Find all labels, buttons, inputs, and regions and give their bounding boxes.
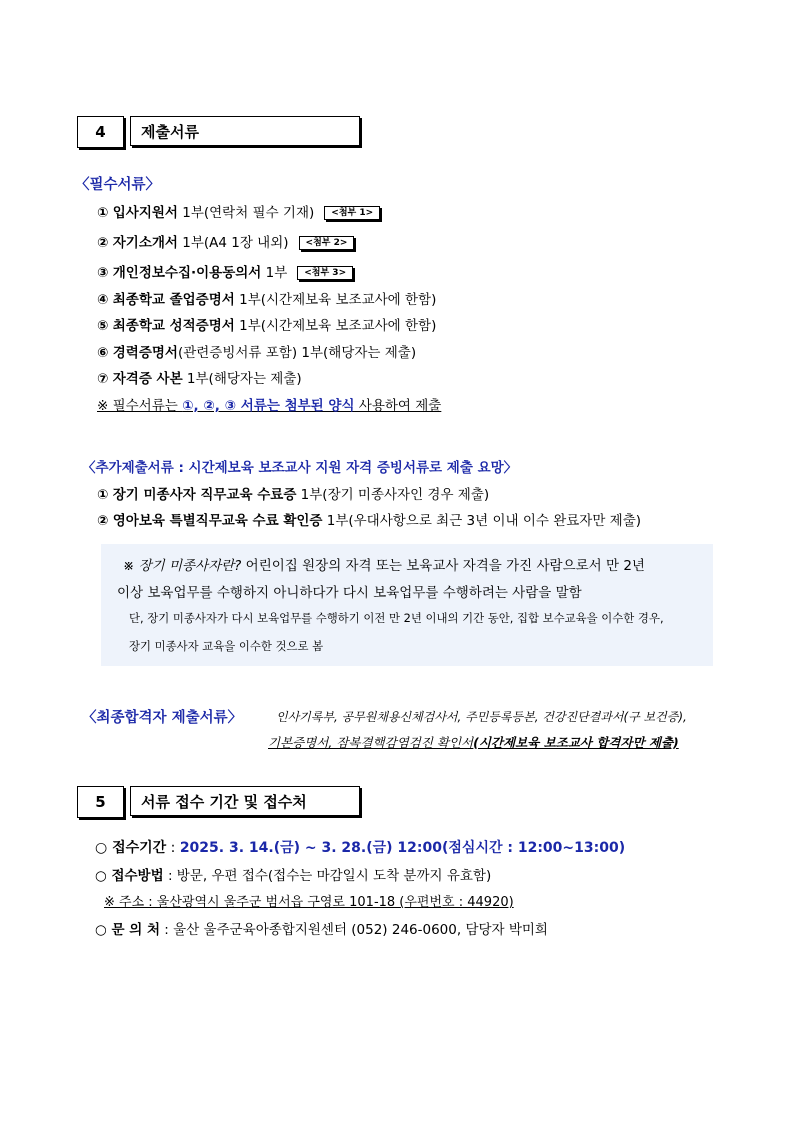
section-number: 4 [77, 116, 124, 148]
final-line-2: 기본증명서, 잠복결핵감염검진 확인서(시간제보육 보조교사 합격자만 제출) [268, 735, 679, 750]
definition-line-4: 장기 미종사자 교육을 이수한 것으로 봄 [129, 639, 324, 653]
doc-name: 입사지원서 [112, 205, 178, 221]
doc-name: 최종학교 졸업증명서 [112, 292, 235, 308]
final-line-1: 인사기록부, 공무원채용신체검사서, 주민등록등본, 건강진단결과서(구 보건증), [276, 710, 687, 724]
doc-name: 자격증 사본 [112, 371, 183, 387]
extra-heading: 〈추가제출서류 : 시간제보육 보조교사 지원 자격 증빙서류로 제출 요망〉 [82, 460, 518, 476]
reception-address: ※ 주소 : 울산광역시 울주군 범서읍 구영로 101-18 (우편번호 : 44920) [104, 895, 514, 910]
doc-name: 개인정보수집·이용동의서 [112, 265, 262, 281]
list-item: ① 입사지원서 1부(연락처 필수 기재) <첨부 1> [97, 203, 380, 223]
definition-line-3: 단, 장기 미종사자가 다시 보육업무를 수행하기 이전 만 2년 이내의 기간 동안, 집합 보수교육을 이수한 경우, [129, 611, 664, 625]
doc-name: 장기 미종사자 직무교육 수료증 [112, 487, 297, 503]
section-5-header [77, 786, 360, 818]
reception-period: ○ 접수기간 : 2025. 3. 14.(금) ~ 3. 28.(금) 12:00(점심시간 : 12:00~13:00) [95, 840, 626, 856]
list-item: ① 장기 미종사자 직무교육 수료증 1부(장기 미종사자인 경우 제출) [97, 487, 490, 503]
attachment-tag: <첨부 2> [299, 236, 355, 250]
list-item: ⑦ 자격증 사본 1부(해당자는 제출) [97, 371, 302, 387]
attachment-tag: <첨부 1> [324, 206, 380, 220]
list-item: ② 자기소개서 1부(A4 1장 내외) <첨부 2> [97, 233, 354, 253]
section-title: 서류 접수 기간 및 접수처 [130, 786, 360, 816]
attachment-tag: <첨부 3> [297, 266, 353, 280]
list-item: ③ 개인정보수집·이용동의서 1부 <첨부 3> [97, 263, 353, 283]
list-item: ④ 최종학교 졸업증명서 1부(시간제보육 보조교사에 한함) [97, 292, 437, 308]
required-note: ※ 필수서류는 ①, ②, ③ 서류는 첨부된 양식 사용하여 제출 [97, 398, 442, 414]
definition-line-2: 이상 보육업무를 수행하지 아니하다가 다시 보육업무를 수행하려는 사람을 말함 [117, 585, 582, 601]
reception-method: ○ 접수방법 : 방문, 우편 접수(접수는 마감일시 도착 분까지 유효함) [95, 868, 492, 884]
list-item: ② 영아보육 특별직무교육 수료 확인증 1부(우대사항으로 최근 3년 이내 이수 완료자만 제출) [97, 513, 642, 529]
doc-name: 경력증명서 [112, 345, 178, 361]
list-item: ⑥ 경력증명서(관련증빙서류 포함) 1부(해당자는 제출) [97, 345, 417, 361]
section-4-header [77, 116, 360, 148]
required-heading: 〈필수서류〉 [75, 177, 161, 193]
definition-box [101, 544, 713, 666]
definition-line-1: ※ 장기 미종사자란? 어린이집 원장의 자격 또는 보육교사 자격을 가진 사람으로서 만 2년 [123, 558, 645, 574]
section-title: 제출서류 [130, 116, 360, 146]
doc-name: 영아보육 특별직무교육 수료 확인증 [112, 513, 323, 529]
doc-name: 자기소개서 [112, 235, 178, 251]
section-number: 5 [77, 786, 124, 818]
doc-name: 최종학교 성적증명서 [112, 318, 235, 334]
list-item: ⑤ 최종학교 성적증명서 1부(시간제보육 보조교사에 한함) [97, 318, 437, 334]
reception-contact: ○ 문 의 처 : 울산 울주군육아종합지원센터 (052) 246-0600, 담당자 박미희 [95, 922, 548, 938]
final-heading: 〈최종합격자 제출서류〉 [82, 710, 243, 726]
